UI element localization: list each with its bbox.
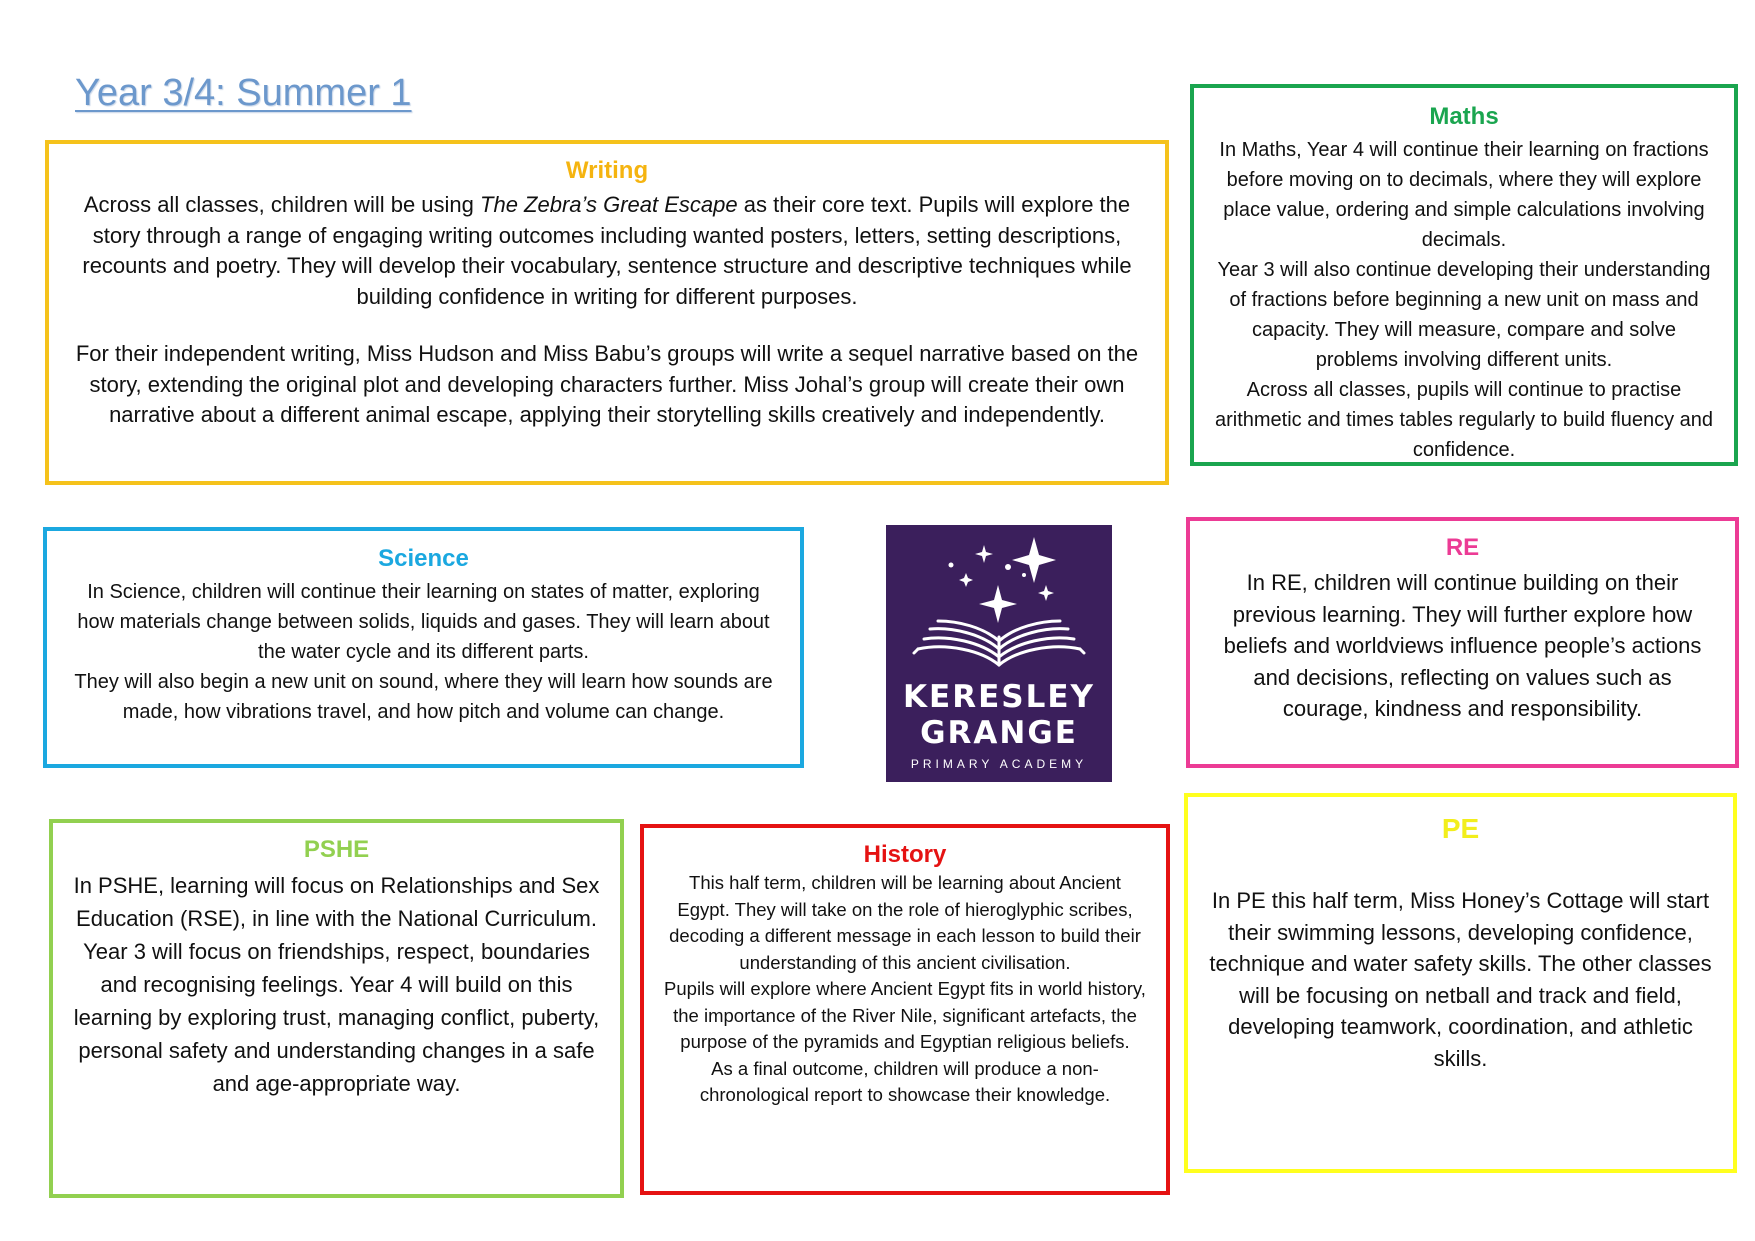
science-heading: Science [378,545,469,572]
pshe-heading: PSHE [303,836,370,863]
history-panel [640,824,1170,1195]
pe-paragraph-1: In PE this half term, Miss Honey’s Cottage will start their swimming lessons, developing confidence, technique and water safety skills. The other classes will be focusing on netball and track and field, developing teamwork, coordination, and athletic skills. [1209,888,1712,1071]
maths-paragraph-3: Across all classes, pupils will continue to practise arithmetic and times tables regularly to build fluency and confidence. [1214,379,1714,461]
history-paragraph-1: This half term, children will be learning about Ancient Egypt. They will take on the role of hieroglyphic scribes, decoding a different message in each lesson to build their understanding of this ancient civilisation. [669,872,1141,973]
writing-heading: Writing [565,157,649,184]
school-logo [886,525,1112,782]
writing-text-end: as their core text. Pupils will explore the story through a range of engaging writing outcomes including wanted posters, letters, setting descriptions, recounts and poetry. They will develop their vocabulary, sentence structure and descriptive techniques while building confidence in writing for different purposes. [82,192,1132,309]
logo-subtitle: PRIMARY ACADEMY [910,757,1088,771]
writing-panel [45,140,1169,485]
logo-name-line-1: KERESLEY [903,679,1095,715]
history-paragraph-2: Pupils will explore where Ancient Egypt fits in world history, the importance of the River Nile, significant artefacts, the purpose of the pyramids and Egyptian religious beliefs. [664,978,1146,1052]
book-stars-icon [886,525,1112,677]
page-title: Year 3/4: Summer 1 [75,72,412,114]
maths-panel [1190,84,1738,466]
re-heading: RE [1445,534,1480,561]
re-paragraph-1: In RE, children will continue building on their previous learning. They will further explore how beliefs and worldviews influence people’s actions and decisions, reflecting on values such as courage, kindness and responsibility. [1223,570,1702,721]
core-text-title: The Zebra’s Great Escape [480,192,738,217]
pshe-panel [49,819,624,1198]
science-panel [43,527,804,768]
pshe-paragraph-1: In PSHE, learning will focus on Relationships and Sex Education (RSE), in line with the National Curriculum. Year 3 will focus on friendships, respect, boundaries and recognising feelings. Year 4 will build on this learning by exploring trust, managing conflict, puberty, personal safety and understanding changes in a safe and age-appropriate way. [73,873,600,1096]
pe-heading: PE [1441,813,1480,844]
writing-text-start: Across all classes, children will be using [83,192,481,217]
logo-name-line-2: GRANGE [920,715,1078,751]
history-heading: History [863,841,947,868]
writing-paragraph-2: For their independent writing, Miss Hudson and Miss Babu’s groups will write a sequel narrative based on the story, extending the original plot and developing characters further. Miss Johal’s group will create their own narrative about a different animal escape, applying their storytelling skills creatively and independently. [75,341,1139,427]
maths-paragraph-1: In Maths, Year 4 will continue their learning on fractions before moving on to decimals, where they will explore place value, ordering and simple calculations involving decimals. [1219,139,1709,251]
maths-heading: Maths [1429,103,1499,130]
writing-paragraph-1 [69,190,1145,312]
re-panel [1186,517,1739,768]
science-paragraph-1: In Science, children will continue their learning on states of matter, exploring how materials change between solids, liquids and gases. They will learn about the water cycle and its different parts. [77,581,770,663]
history-paragraph-3: As a final outcome, children will produce a non-chronological report to showcase their knowledge. [699,1057,1111,1105]
pe-panel [1184,793,1737,1173]
maths-paragraph-2: Year 3 will also continue developing their understanding of fractions before beginning a new unit on mass and capacity. They will measure, compare and solve problems involving different units. [1217,259,1711,371]
science-paragraph-2: They will also begin a new unit on sound, where they will learn how sounds are made, how vibrations travel, and how pitch and volume can change. [74,671,773,723]
